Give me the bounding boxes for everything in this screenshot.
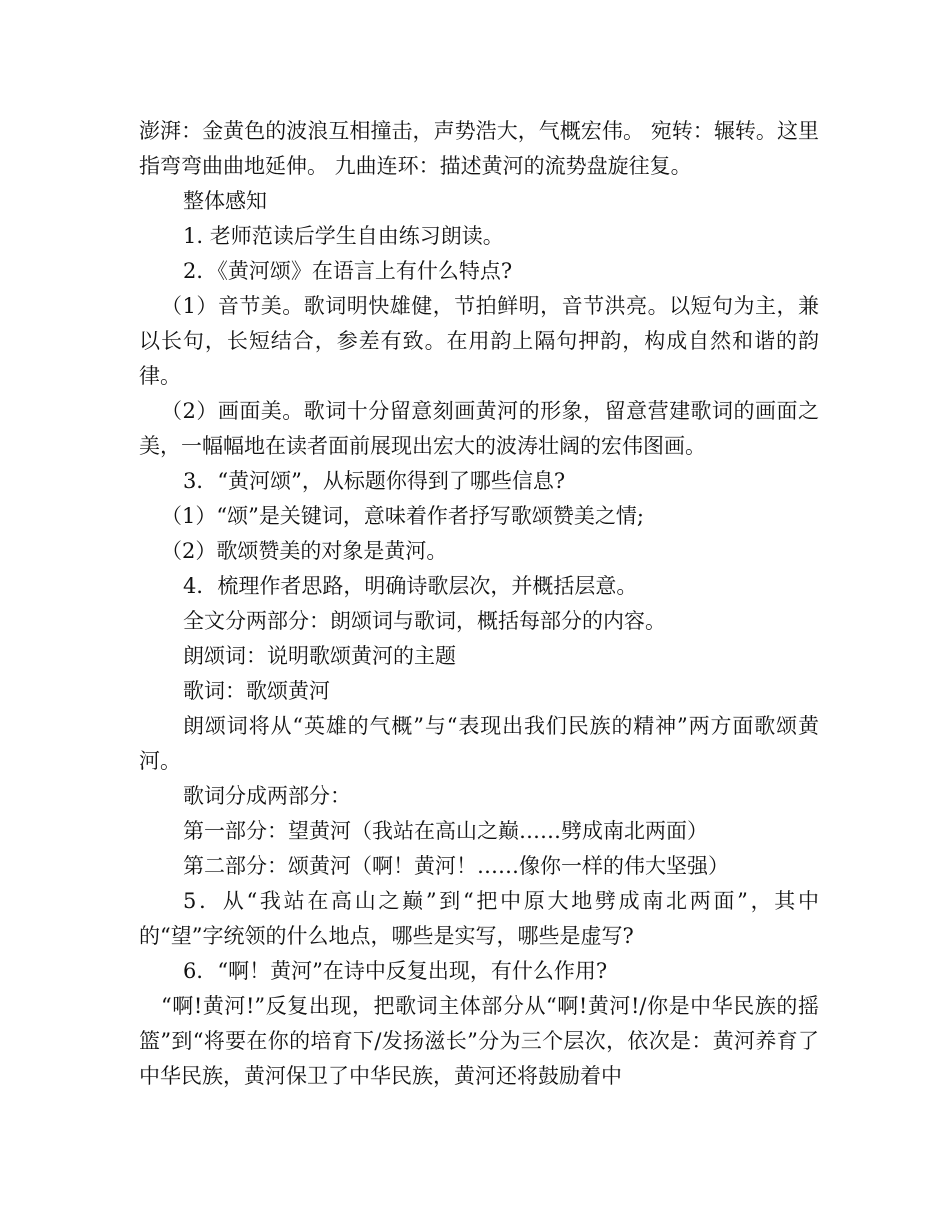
paragraph-recitation: 朗颂词：说明歌颂黄河的主题	[183, 644, 456, 668]
sub-item-sound-beauty: （1）音节美。歌词明快雄健，节拍鲜明，音节洪亮。以短句为主，兼以长句，长短结合，参差有致。在用韵上隔句押韵，构成自然和谐的韵律。	[139, 294, 819, 388]
paragraph-repetition-effect: “啊!黄河!”反复出现，把歌词主体部分从“啊!黄河!/你是中华民族的摇篮”到“将要在你的培育下/发扬滋长”分为三个层次，依次是：黄河养育了中华民族，黄河保卫了中华民族，黄河还将鼓励着中	[139, 994, 819, 1088]
list-item-1: 1. 老师范读后学生自由练习朗读。	[183, 224, 504, 248]
list-item-4: 4．梳理作者思路，明确诗歌层次，并概括层意。	[183, 574, 638, 598]
paragraph-lyrics: 歌词：歌颂黄河	[183, 679, 330, 703]
sub-item-keyword: （1）“颂”是关键词，意味着作者抒写歌颂赞美之情;	[161, 504, 644, 528]
document-body	[139, 114, 819, 1094]
sub-item-image-beauty: （2）画面美。歌词十分留意刻画黄河的形象，留意营建歌词的画面之美，一幅幅地在读者面前展现出宏大的波涛壮阔的宏伟图画。	[139, 399, 819, 458]
heading-overall-perception: 整体感知	[183, 189, 267, 213]
paragraph-lyrics-split: 歌词分成两部分：	[183, 784, 351, 808]
list-item-2: 2．《黄河颂》在语言上有什么特点?	[183, 259, 513, 283]
list-item-5: 5．从“我站在高山之巅”到“把中原大地劈成南北两面”，其中的“望”字统领的什么地点，哪些是实写，哪些是虚写?	[139, 889, 819, 948]
paragraph-recitation-aspects: 朗颂词将从“英雄的气概”与“表现出我们民族的精神”两方面歌颂黄河。	[139, 714, 819, 773]
sub-item-object: （2）歌颂赞美的对象是黄河。	[161, 539, 448, 563]
paragraph-part-two: 第二部分：颂黄河（啊！黄河！……像你一样的伟大坚强）	[183, 854, 729, 878]
paragraph-two-parts: 全文分两部分：朗颂词与歌词，概括每部分的内容。	[183, 609, 666, 633]
paragraph-part-one: 第一部分：望黄河（我站在高山之巅……劈成南北两面）	[183, 819, 708, 843]
list-item-3: 3．“黄河颂”，从标题你得到了哪些信息?	[183, 469, 566, 493]
list-item-6: 6．“啊！黄河”在诗中反复出现，有什么作用?	[183, 959, 608, 983]
paragraph-definitions: 澎湃：金黄色的波浪互相撞击，声势浩大，气概宏伟。 宛转：辗转。这里指弯弯曲曲地延伸。 九曲连环：描述黄河的流势盘旋往复。	[139, 119, 819, 178]
